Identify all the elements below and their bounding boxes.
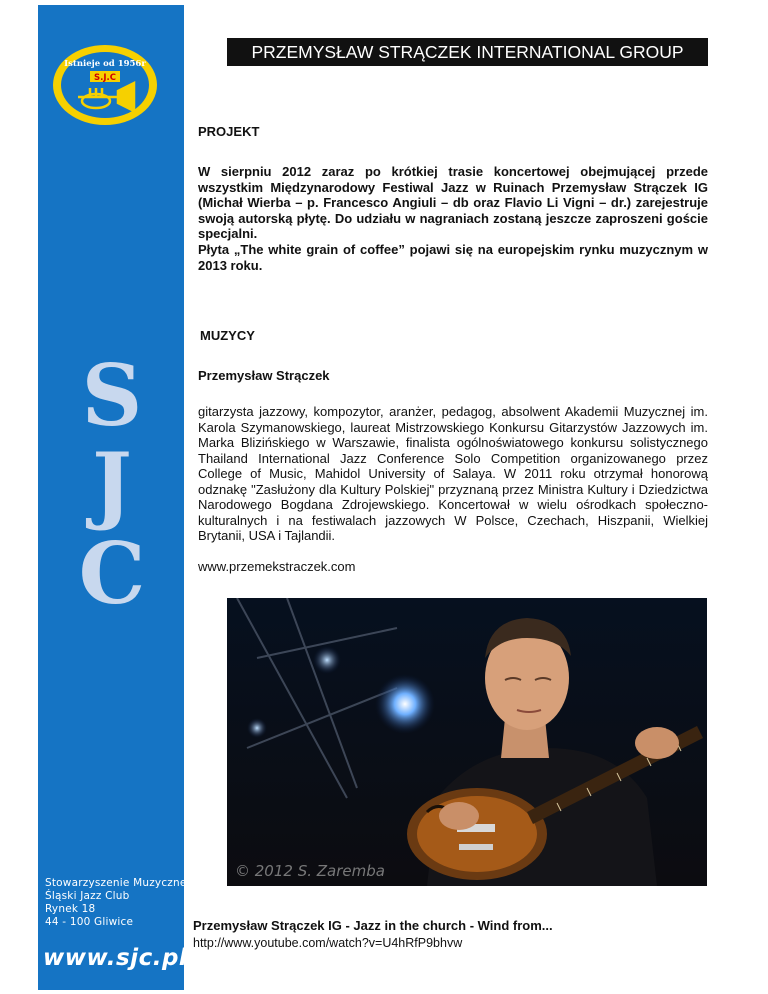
project-heading: PROJEKT xyxy=(198,124,260,139)
photo-watermark: © 2012 S. Zaremba xyxy=(235,862,385,880)
org-club: Śląski Jazz Club xyxy=(45,890,130,902)
org-name: Stowarzyszenie Muzyczne xyxy=(45,877,187,889)
organization-address xyxy=(45,877,187,929)
logo-top-text: Istnieje od 1956r xyxy=(64,59,146,69)
video-link[interactable]: http://www.youtube.com/watch?v=U4hRfP9bhvw xyxy=(193,936,463,950)
big-letter-s: S xyxy=(81,355,143,445)
sjc-logo xyxy=(50,43,160,127)
page-title: PRZEMYSŁAW STRĄCZEK INTERNATIONAL GROUP xyxy=(227,38,708,66)
musician-photo xyxy=(227,598,707,886)
musician-name: Przemysław Strączek xyxy=(198,368,330,383)
org-street: Rynek 18 xyxy=(45,903,96,915)
project-paragraph-1: W sierpniu 2012 zaraz po krótkiej trasie koncertowej obejmującej przede wszystkim Międzynarodowy Festiwal Jazz w Ruinach Przemysław Strączek IG (Michał Wierba – p. Francesco Angiuli – db oraz Flavio Li Vigni – dr.) zarejestruje swoją autorską płytę. Do udziału w nagraniach zostaną jeszcze zaproszeni goście specjalni. xyxy=(198,164,708,241)
logo-badge-text: S.J.C xyxy=(94,73,116,83)
big-letter-j: J xyxy=(92,434,132,533)
big-letter-c: C xyxy=(78,524,146,615)
sjc-letters xyxy=(56,355,176,615)
musician-website[interactable]: www.przemekstraczek.com xyxy=(198,559,356,574)
musicians-heading: MUZYCY xyxy=(200,328,255,343)
project-paragraph-2: Płyta „The white grain of coffee” pojawi się na europejskim rynku muzycznym w 2013 roku. xyxy=(198,242,708,273)
video-caption-title: Przemysław Strączek IG - Jazz in the church - Wind from... xyxy=(193,918,553,933)
sjc-website[interactable]: www.sjc.pl xyxy=(43,945,188,971)
musician-bio: gitarzysta jazzowy, kompozytor, aranżer, pedagog, absolwent Akademii Muzycznej im. Karola Szymanowskiego, laureat Mistrzowskiego Konkursu Gitarzystów Jazzowych im. Marka Blizińskiego w Warszawie, finalista ogólnoświatowego konkursu solistycznego Thailand International Jazz Conference Solo Competition organizowanego przez College of Music, Mahidol University of Salaya. W 2011 roku otrzymał honorową odznakę "Zasłużony dla Kultury Polskiej" przyznaną przez Ministra Kultury i Dziedzictwa Narodowego Bogdana Zdrojewskiego. Koncertował w wielu ośrodkach społeczno-kulturalnych i na festiwalach jazzowych W Polsce, Czechach, Hiszpanii, Wielkiej Brytanii, USA i Tajlandii. xyxy=(198,404,708,543)
org-city: 44 - 100 Gliwice xyxy=(45,916,134,928)
